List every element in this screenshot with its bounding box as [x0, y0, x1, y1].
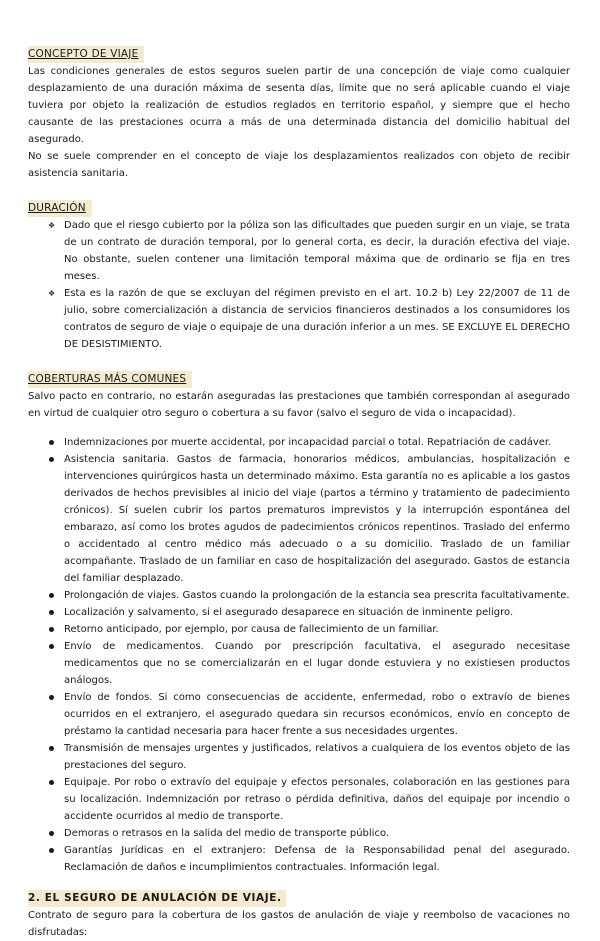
paragraph: No se suele comprender en el concepto de viaje los desplazamientos realizados con objeto de recibir asistencia sanitaria. [28, 151, 570, 179]
section-title-anulacion: 2. EL SEGURO DE ANULACIÓN DE VIAJE. [28, 890, 286, 907]
list-item: Asistencia sanitaria. Gastos de farmacia, honorarios médicos, ambulancias, hospitalización e intervenciones quirúrgicos hasta un determinado máximo. Esta garantía no es aplicable a los gastos derivados de hechos previsibles al inicio del viaje (partos a término y tratamiento de padecimiento crónicos). Sí suelen cubrir los partos prematuros imprevistos y la interrupción espontánea del embarazo, así como los brotes agudos de padecimientos crónicos repentinos. Traslado del enfermo o accidentado al centro médico más adecuado o a su domicilio. Traslado de un familiar acompañante. Traslado de un familiar en caso de hospitalización del asegurado. Gastos de estancia del familiar desplazado. [28, 451, 570, 587]
list-item: Garantías Jurídicas en el extranjero: Defensa de la Responsabilidad penal del asegurado. Reclamación de daños e incumplimientos contractuales. Información legal. [28, 842, 570, 876]
section-duracion [28, 200, 570, 353]
paragraph: Contrato de seguro para la cobertura de los gastos de anulación de viaje y reembolso de vacaciones no disfrutadas: [28, 910, 570, 938]
list-item: Retorno anticipado, por ejemplo, por causa de fallecimiento de un familiar. [28, 621, 570, 638]
list-item: Equipaje. Por robo o extravío del equipaje y efectos personales, colaboración en las gestiones para su localización. Indemnización por retraso o pérdida definitiva, daños del equipaje por incendio o accidente ocurridos al medio de transporte. [28, 774, 570, 825]
list-item: Localización y salvamento, si el asegurado desaparece en situación de inminente peligro. [28, 604, 570, 621]
section-title-coberturas: COBERTURAS MÁS COMUNES [28, 371, 192, 388]
bullet-list [28, 217, 570, 353]
list-item: ❖ Esta es la razón de que se excluyan del régimen previsto en el art. 10.2 b) Ley 22/2007 de 11 de julio, sobre comercialización a distancia de servicios financieros destinados a los consumidores los contratos de seguro de viaje o equipaje de una duración inferior a un mes. SE EXCLUYE EL DERECHO DE DESISTIMIENTO. [28, 285, 570, 353]
section-coberturas [28, 371, 570, 876]
list-item: Transmisión de mensajes urgentes y justificados, relativos a cualquiera de los eventos objeto de las prestaciones del seguro. [28, 740, 570, 774]
section-title-duracion: DURACIÓN [28, 200, 92, 217]
list-item: ❖ Dado que el riesgo cubierto por la póliza son las dificultades que pueden surgir en un viaje, se trata de un contrato de duración temporal, por lo general corta, es decir, la duración efectiva del viaje. No obstante, suelen contener una limitación temporal máxima que de ordinario se fija en tres meses. [28, 217, 570, 285]
paragraph: Las condiciones generales de estos seguros suelen partir de una concepción de viaje como cualquier desplazamiento de una duración máxima de sesenta días, límite que no será aplicable cuando el viaje tuviera por objeto la realización de estudios reglados en territorio español, y siempre que el hecho causante de las prestaciones ocurra a más de una determinada distancia del domicilio habitual del asegurado. [28, 66, 570, 145]
list-item: Indemnizaciones por muerte accidental, por incapacidad parcial o total. Repatriación de cadáver. [28, 434, 570, 451]
coverage-list [28, 434, 570, 876]
list-item: Prolongación de viajes. Gastos cuando la prolongación de la estancia sea prescrita facultativamente. [28, 587, 570, 604]
section-title-concepto: CONCEPTO DE VIAJE [28, 46, 144, 63]
section-anulacion [28, 890, 570, 941]
section-concepto [28, 46, 570, 182]
list-item: Demoras o retrasos en la salida del medio de transporte público. [28, 825, 570, 842]
list-item: Envío de medicamentos. Cuando por prescripción facultativa, el asegurado necesitase medicamentos que no se comercializarán en el lugar donde estuviera y no existiesen productos análogos. [28, 638, 570, 689]
paragraph: Salvo pacto en contrario, no estarán aseguradas las prestaciones que también correspondan al asegurado en virtud de cualquier otro seguro o cobertura a su favor (salvo el seguro de vida o incapacidad). [28, 391, 570, 419]
list-item: Envío de fondos. Si como consecuencias de accidente, enfermedad, robo o extravío de bienes ocurridos en el extranjero, el asegurado quedara sin recursos económicos, envío en concepto de préstamo la cantidad necesaria para hacer frente a sus necesidades urgentes. [28, 689, 570, 740]
